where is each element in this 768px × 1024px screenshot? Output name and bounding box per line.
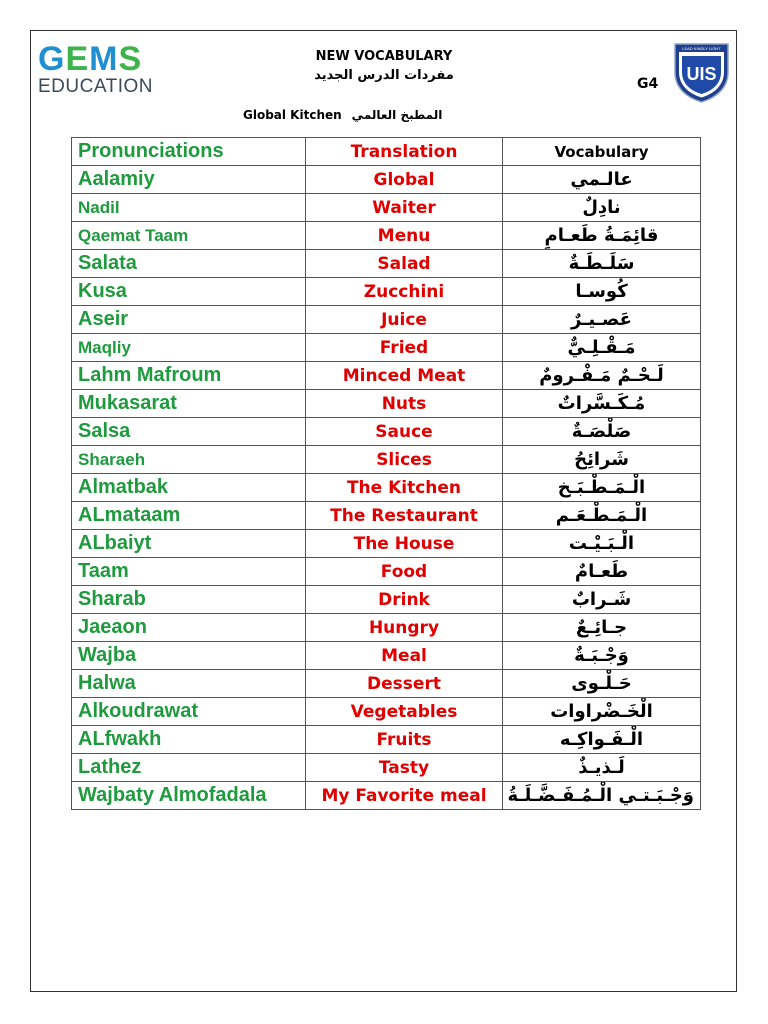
pronunciation-cell: Salsa bbox=[72, 418, 306, 446]
table-row bbox=[72, 614, 701, 642]
translation-cell: Meal bbox=[306, 642, 503, 670]
vocabulary-arabic-cell: حَـلْـوى bbox=[503, 670, 701, 698]
vocabulary-arabic-cell: مَـقْـلِـيٌّ bbox=[503, 334, 701, 362]
vocabulary-arabic-cell: الْـمَـطْـعَـم bbox=[503, 502, 701, 530]
pronunciation-cell: Lathez bbox=[72, 754, 306, 782]
table-row bbox=[72, 250, 701, 278]
vocabulary-arabic-cell: كُوسـا bbox=[503, 278, 701, 306]
translation-cell: Drink bbox=[306, 586, 503, 614]
gems-letter-2: E bbox=[65, 40, 90, 78]
translation-cell: The Restaurant bbox=[306, 502, 503, 530]
vocabulary-arabic-cell: قائِمَـةُ طَعـامٍ bbox=[503, 222, 701, 250]
pronunciation-cell: Jaeaon bbox=[72, 614, 306, 642]
translation-cell: Zucchini bbox=[306, 278, 503, 306]
translation-cell: My Favorite meal bbox=[306, 782, 503, 810]
vocabulary-rows bbox=[72, 166, 701, 810]
table-row bbox=[72, 558, 701, 586]
table-header-row bbox=[72, 138, 701, 166]
pronunciation-cell: Halwa bbox=[72, 670, 306, 698]
table-row bbox=[72, 278, 701, 306]
translation-cell: Dessert bbox=[306, 670, 503, 698]
pronunciation-cell: ALbaiyt bbox=[72, 530, 306, 558]
pronunciation-cell: Mukasarat bbox=[72, 390, 306, 418]
table-row bbox=[72, 222, 701, 250]
table-row bbox=[72, 334, 701, 362]
pronunciation-cell: Taam bbox=[72, 558, 306, 586]
pronunciation-cell: Lahm Mafroum bbox=[72, 362, 306, 390]
pronunciation-cell: Aalamiy bbox=[72, 166, 306, 194]
page-title: NEW VOCABULARY bbox=[315, 49, 453, 64]
lesson-title-english: Global Kitchen bbox=[243, 108, 342, 122]
table-row bbox=[72, 670, 701, 698]
translation-cell: Nuts bbox=[306, 390, 503, 418]
vocabulary-arabic-cell: الْـبَـيْـت bbox=[503, 530, 701, 558]
gems-letter-4: S bbox=[118, 40, 143, 78]
pronunciation-cell: Sharab bbox=[72, 586, 306, 614]
translation-cell: Tasty bbox=[306, 754, 503, 782]
table-row bbox=[72, 306, 701, 334]
pronunciation-cell: Alkoudrawat bbox=[72, 698, 306, 726]
table-row bbox=[72, 474, 701, 502]
table-row bbox=[72, 726, 701, 754]
vocabulary-arabic-cell: صَلْصَـةٌ bbox=[503, 418, 701, 446]
uis-tagline: LEAD KINDLY LIGHT bbox=[682, 46, 721, 51]
gems-letter-3: M bbox=[89, 40, 119, 78]
pronunciation-cell: Almatbak bbox=[72, 474, 306, 502]
pronunciation-cell: Sharaeh bbox=[72, 446, 306, 474]
vocabulary-arabic-cell: لَـذيـذٌ bbox=[503, 754, 701, 782]
pronunciation-cell: Qaemat Taam bbox=[72, 222, 306, 250]
vocabulary-arabic-cell: وَجْـبَـتـي الْـمُـفَـضَّـلَـةُ bbox=[503, 782, 701, 810]
pronunciation-cell: Salata bbox=[72, 250, 306, 278]
uis-logo-word: UIS bbox=[686, 64, 717, 84]
education-logo-word: EDUCATION bbox=[38, 76, 153, 97]
pronunciation-cell: ALfwakh bbox=[72, 726, 306, 754]
translation-cell: Hungry bbox=[306, 614, 503, 642]
header-translation: Translation bbox=[306, 138, 503, 166]
vocabulary-arabic-cell: جـائِـعٌ bbox=[503, 614, 701, 642]
pronunciation-cell: ALmataam bbox=[72, 502, 306, 530]
vocabulary-arabic-cell: شَـرابٌ bbox=[503, 586, 701, 614]
table-row bbox=[72, 446, 701, 474]
translation-cell: Global bbox=[306, 166, 503, 194]
vocabulary-arabic-cell: عالـمي bbox=[503, 166, 701, 194]
vocabulary-arabic-cell: نادِلٌ bbox=[503, 194, 701, 222]
page-subtitle-arabic: مفردات الدرس الجديد bbox=[314, 68, 454, 83]
pronunciation-cell: Maqliy bbox=[72, 334, 306, 362]
vocabulary-arabic-cell: وَجْـبَـةٌ bbox=[503, 642, 701, 670]
table-row bbox=[72, 642, 701, 670]
table-row bbox=[72, 502, 701, 530]
table-row bbox=[72, 166, 701, 194]
vocabulary-arabic-cell: مُـكَـسَّراتٌ bbox=[503, 390, 701, 418]
vocabulary-arabic-cell: لَـحْـمٌ مَـفْـرومٌ bbox=[503, 362, 701, 390]
header-pronunciations: Pronunciations bbox=[72, 138, 306, 166]
lesson-title-arabic: المطبخ العالمي bbox=[351, 108, 443, 122]
translation-cell: Menu bbox=[306, 222, 503, 250]
grade-label: G4 bbox=[637, 76, 659, 92]
table-row bbox=[72, 530, 701, 558]
table-row bbox=[72, 586, 701, 614]
vocabulary-arabic-cell: الْخَـضْراوات bbox=[503, 698, 701, 726]
header-vocabulary: Vocabulary bbox=[503, 138, 701, 166]
lesson-title bbox=[243, 108, 442, 122]
uis-shield-logo bbox=[673, 42, 730, 104]
table-row bbox=[72, 194, 701, 222]
pronunciation-cell: Aseir bbox=[72, 306, 306, 334]
translation-cell: Sauce bbox=[306, 418, 503, 446]
vocabulary-arabic-cell: شَرائِحُ bbox=[503, 446, 701, 474]
translation-cell: The Kitchen bbox=[306, 474, 503, 502]
translation-cell: Salad bbox=[306, 250, 503, 278]
translation-cell: Fried bbox=[306, 334, 503, 362]
vocabulary-arabic-cell: الْـمَـطْـبَـخ bbox=[503, 474, 701, 502]
table-row bbox=[72, 754, 701, 782]
gems-letter-1: G bbox=[38, 40, 66, 78]
translation-cell: The House bbox=[306, 530, 503, 558]
translation-cell: Minced Meat bbox=[306, 362, 503, 390]
pronunciation-cell: Nadil bbox=[72, 194, 306, 222]
pronunciation-cell: Wajba bbox=[72, 642, 306, 670]
pronunciation-cell: Wajbaty Almofadala bbox=[72, 782, 306, 810]
vocabulary-arabic-cell: سَلَـطَـةٌ bbox=[503, 250, 701, 278]
pronunciation-cell: Kusa bbox=[72, 278, 306, 306]
table-row bbox=[72, 362, 701, 390]
vocabulary-table bbox=[71, 137, 701, 810]
translation-cell: Food bbox=[306, 558, 503, 586]
translation-cell: Fruits bbox=[306, 726, 503, 754]
vocabulary-arabic-cell: عَصـيـرٌ bbox=[503, 306, 701, 334]
vocabulary-arabic-cell: طَعـامٌ bbox=[503, 558, 701, 586]
translation-cell: Slices bbox=[306, 446, 503, 474]
table-row bbox=[72, 698, 701, 726]
table-row bbox=[72, 782, 701, 810]
table-row bbox=[72, 418, 701, 446]
table-row bbox=[72, 390, 701, 418]
translation-cell: Vegetables bbox=[306, 698, 503, 726]
vocabulary-arabic-cell: الْـفَـواكِـه bbox=[503, 726, 701, 754]
translation-cell: Juice bbox=[306, 306, 503, 334]
translation-cell: Waiter bbox=[306, 194, 503, 222]
